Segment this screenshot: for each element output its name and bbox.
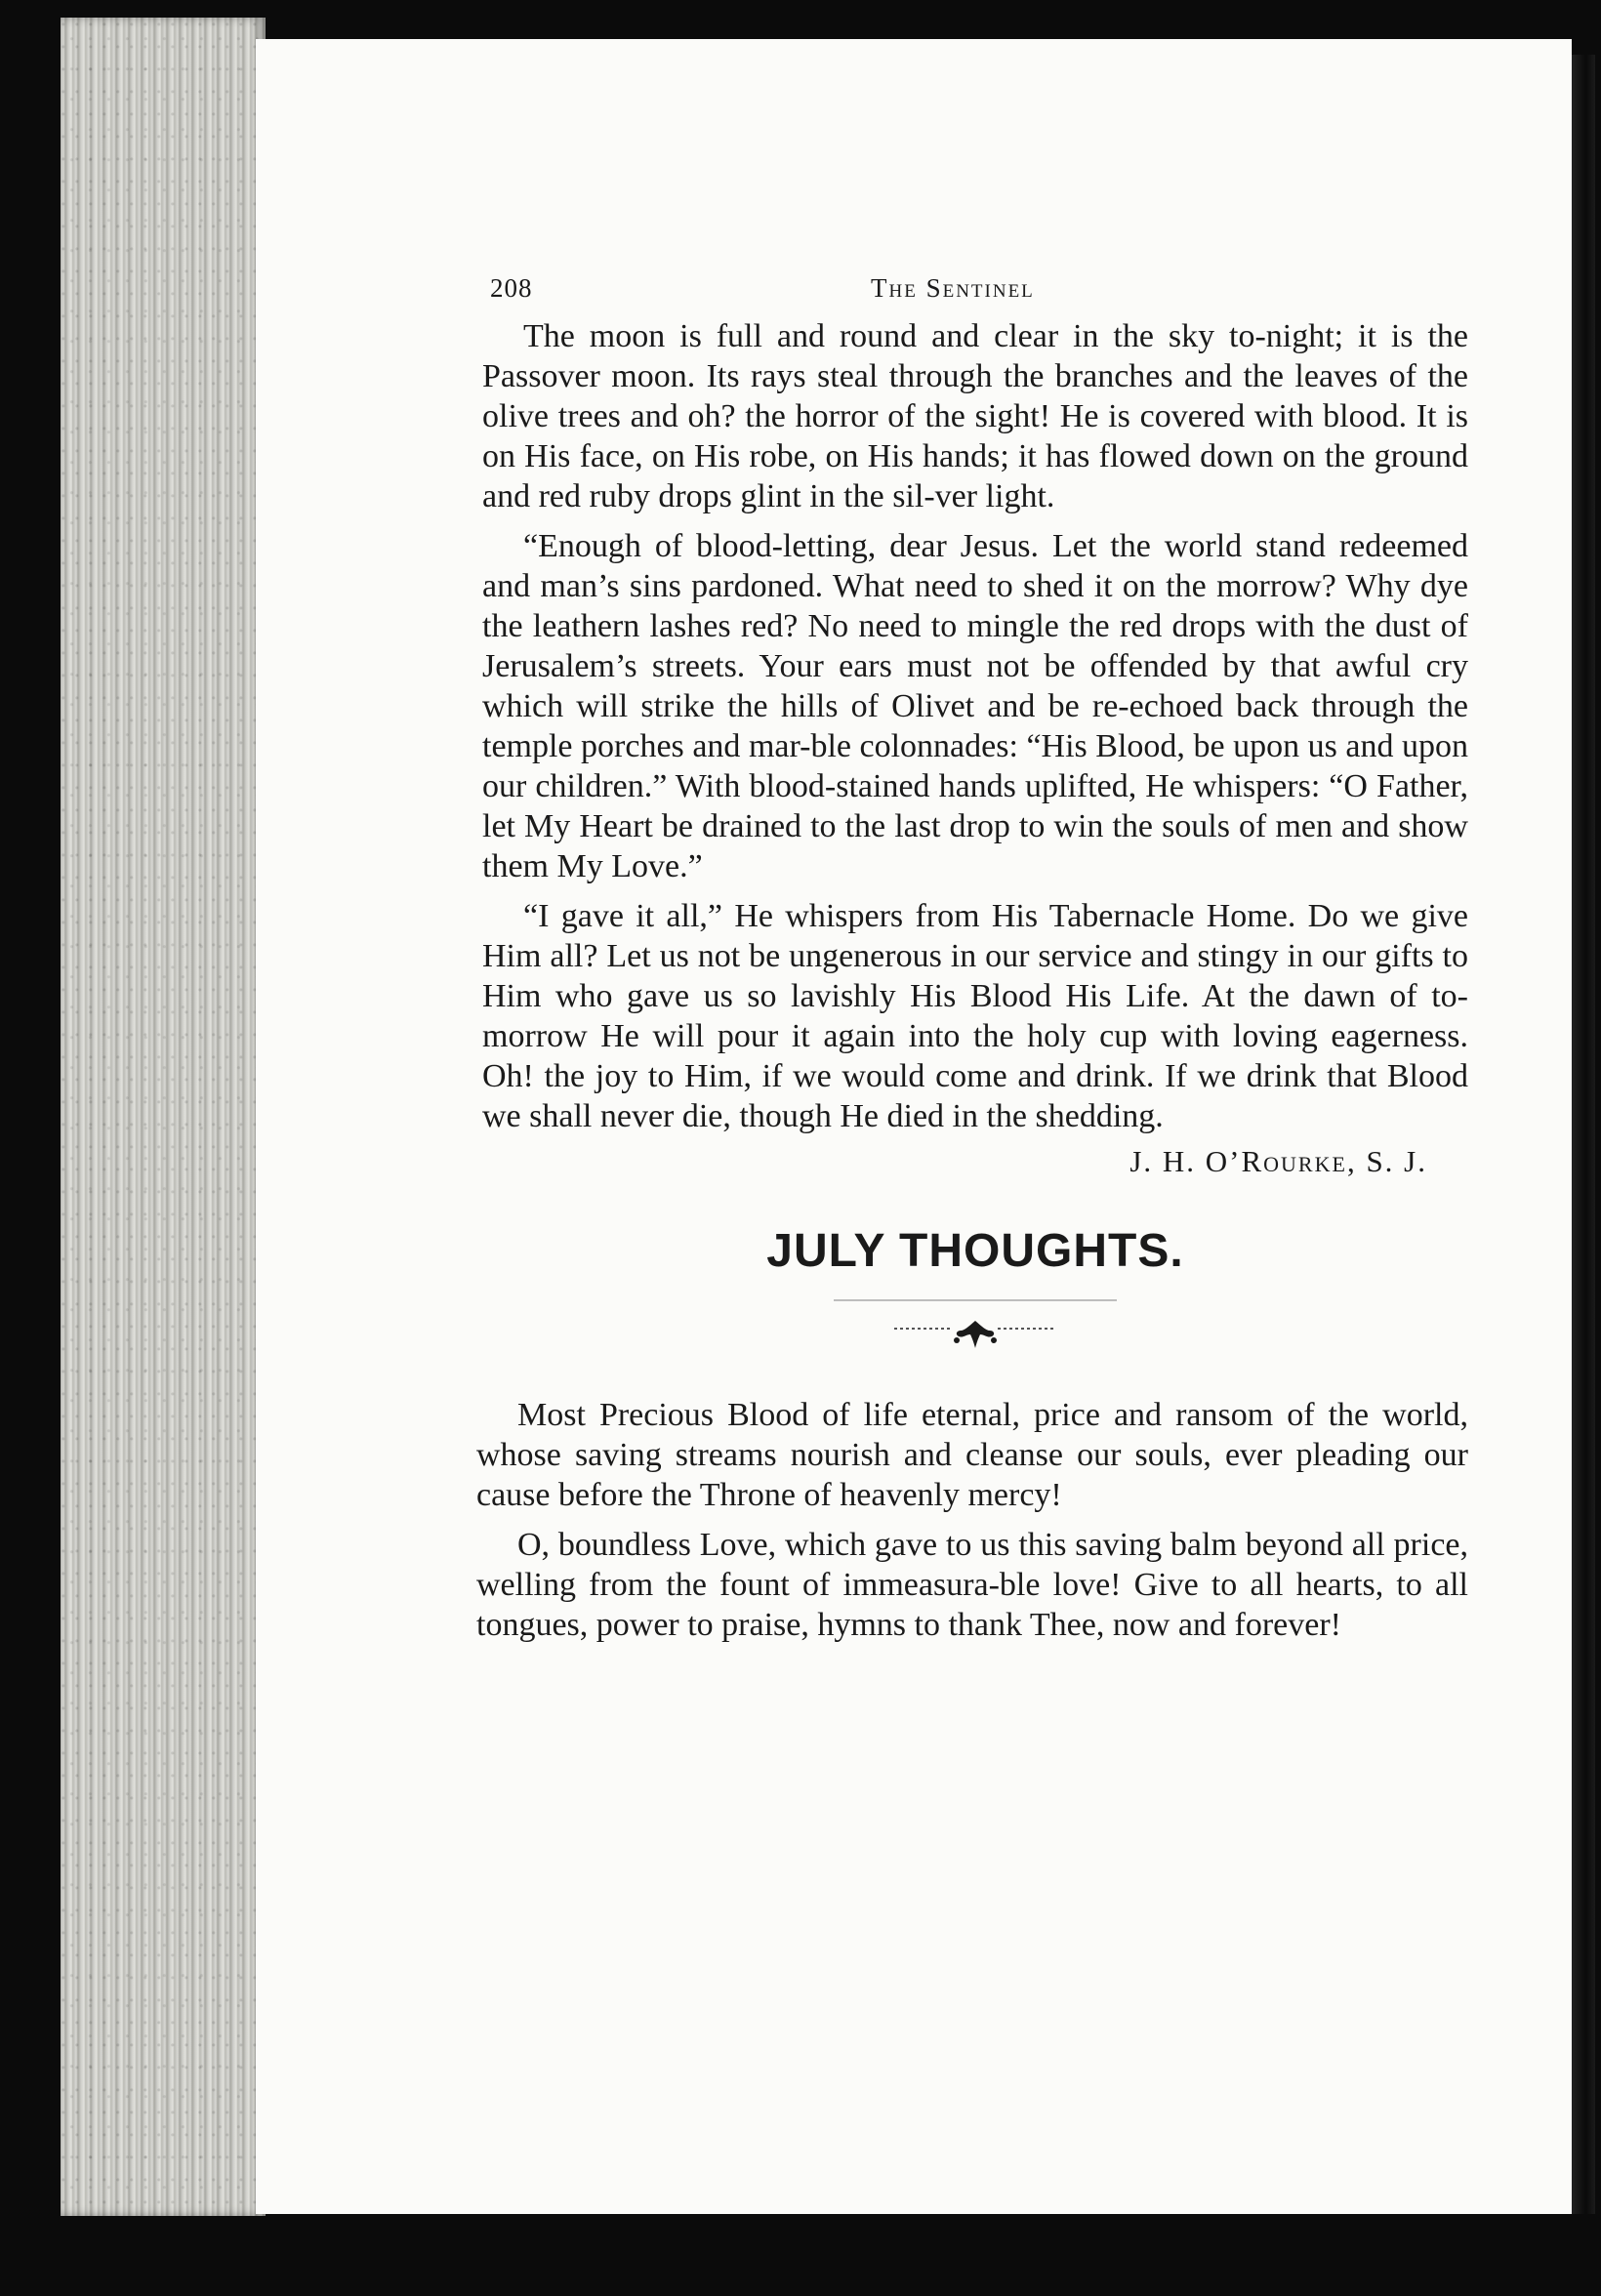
- section-title: JULY THOUGHTS.: [766, 1225, 1184, 1277]
- page-number: 208: [490, 273, 533, 303]
- ornament-icon: [892, 1317, 1058, 1350]
- page-text-block: [476, 269, 1468, 1645]
- author-initials: J. H.: [1129, 1144, 1206, 1178]
- author-suffix: , S. J.: [1346, 1144, 1427, 1178]
- facing-page-edge: [1572, 55, 1595, 2214]
- section-paragraph-1: Most Precious Blood of life eternal, price and ransom of the world, whose saving streams nourish and cleanse our souls, ever pleading our cause before the Throne of heavenly mercy!: [476, 1397, 1468, 1513]
- running-head: [482, 269, 1468, 316]
- article-paragraph-2: “Enough of blood-letting, dear Jesus. Let the world stand redeemed and man’s sins pardoned. What need to shed it on the morrow? Why dye the leathern lashes red? No need to mingle the red drops with the dust of Jerusalem’s streets. Your ears must not be offended by that awful cry which will strike the hills of Olivet and be re-echoed back through the temple porches and mar-ble colonnades: “His Blood, be upon us and upon our children.” With blood-stained hands uplifted, He whispers: “O Father, let My Heart be drained to the last drop to win the souls of men and show them My Love.”: [482, 528, 1468, 884]
- author-surname: O’Rourke: [1205, 1144, 1347, 1178]
- journal-title: The Sentinel: [871, 273, 1035, 303]
- section-paragraph-2: O, boundless Love, which gave to us this saving balm beyond all price, welling from the fount of immeasura-ble love! Give to all hearts, to all tongues, power to praise, hymns to thank Thee, now and forever!: [476, 1527, 1468, 1643]
- book-page-edges: [61, 18, 266, 2216]
- title-rule: [834, 1299, 1117, 1301]
- article-paragraph-1: The moon is full and round and clear in the sky to-night; it is the Passover moon. Its rays steal through the branches and the leaves of the olive trees and oh? the horror of the sight! He is covered with blood. It is on His face, on His robe, on His hands; it has flowed down on the ground and red ruby drops glint in the sil-ver light.: [482, 318, 1468, 514]
- article-paragraph-3: “I gave it all,” He whispers from His Tabernacle Home. Do we give Him all? Let us not be ungenerous in our service and stingy in our gifts to Him who gave us so lavishly His Blood His Life. At the dawn of to-morrow He will pour it again into the holy cup with loving eagerness. Oh! the joy to Him, if we would come and drink. If we drink that Blood we shall never die, though He died in the shedding.: [482, 898, 1468, 1134]
- section-body: [476, 1395, 1468, 1645]
- author-signature: [482, 1144, 1468, 1179]
